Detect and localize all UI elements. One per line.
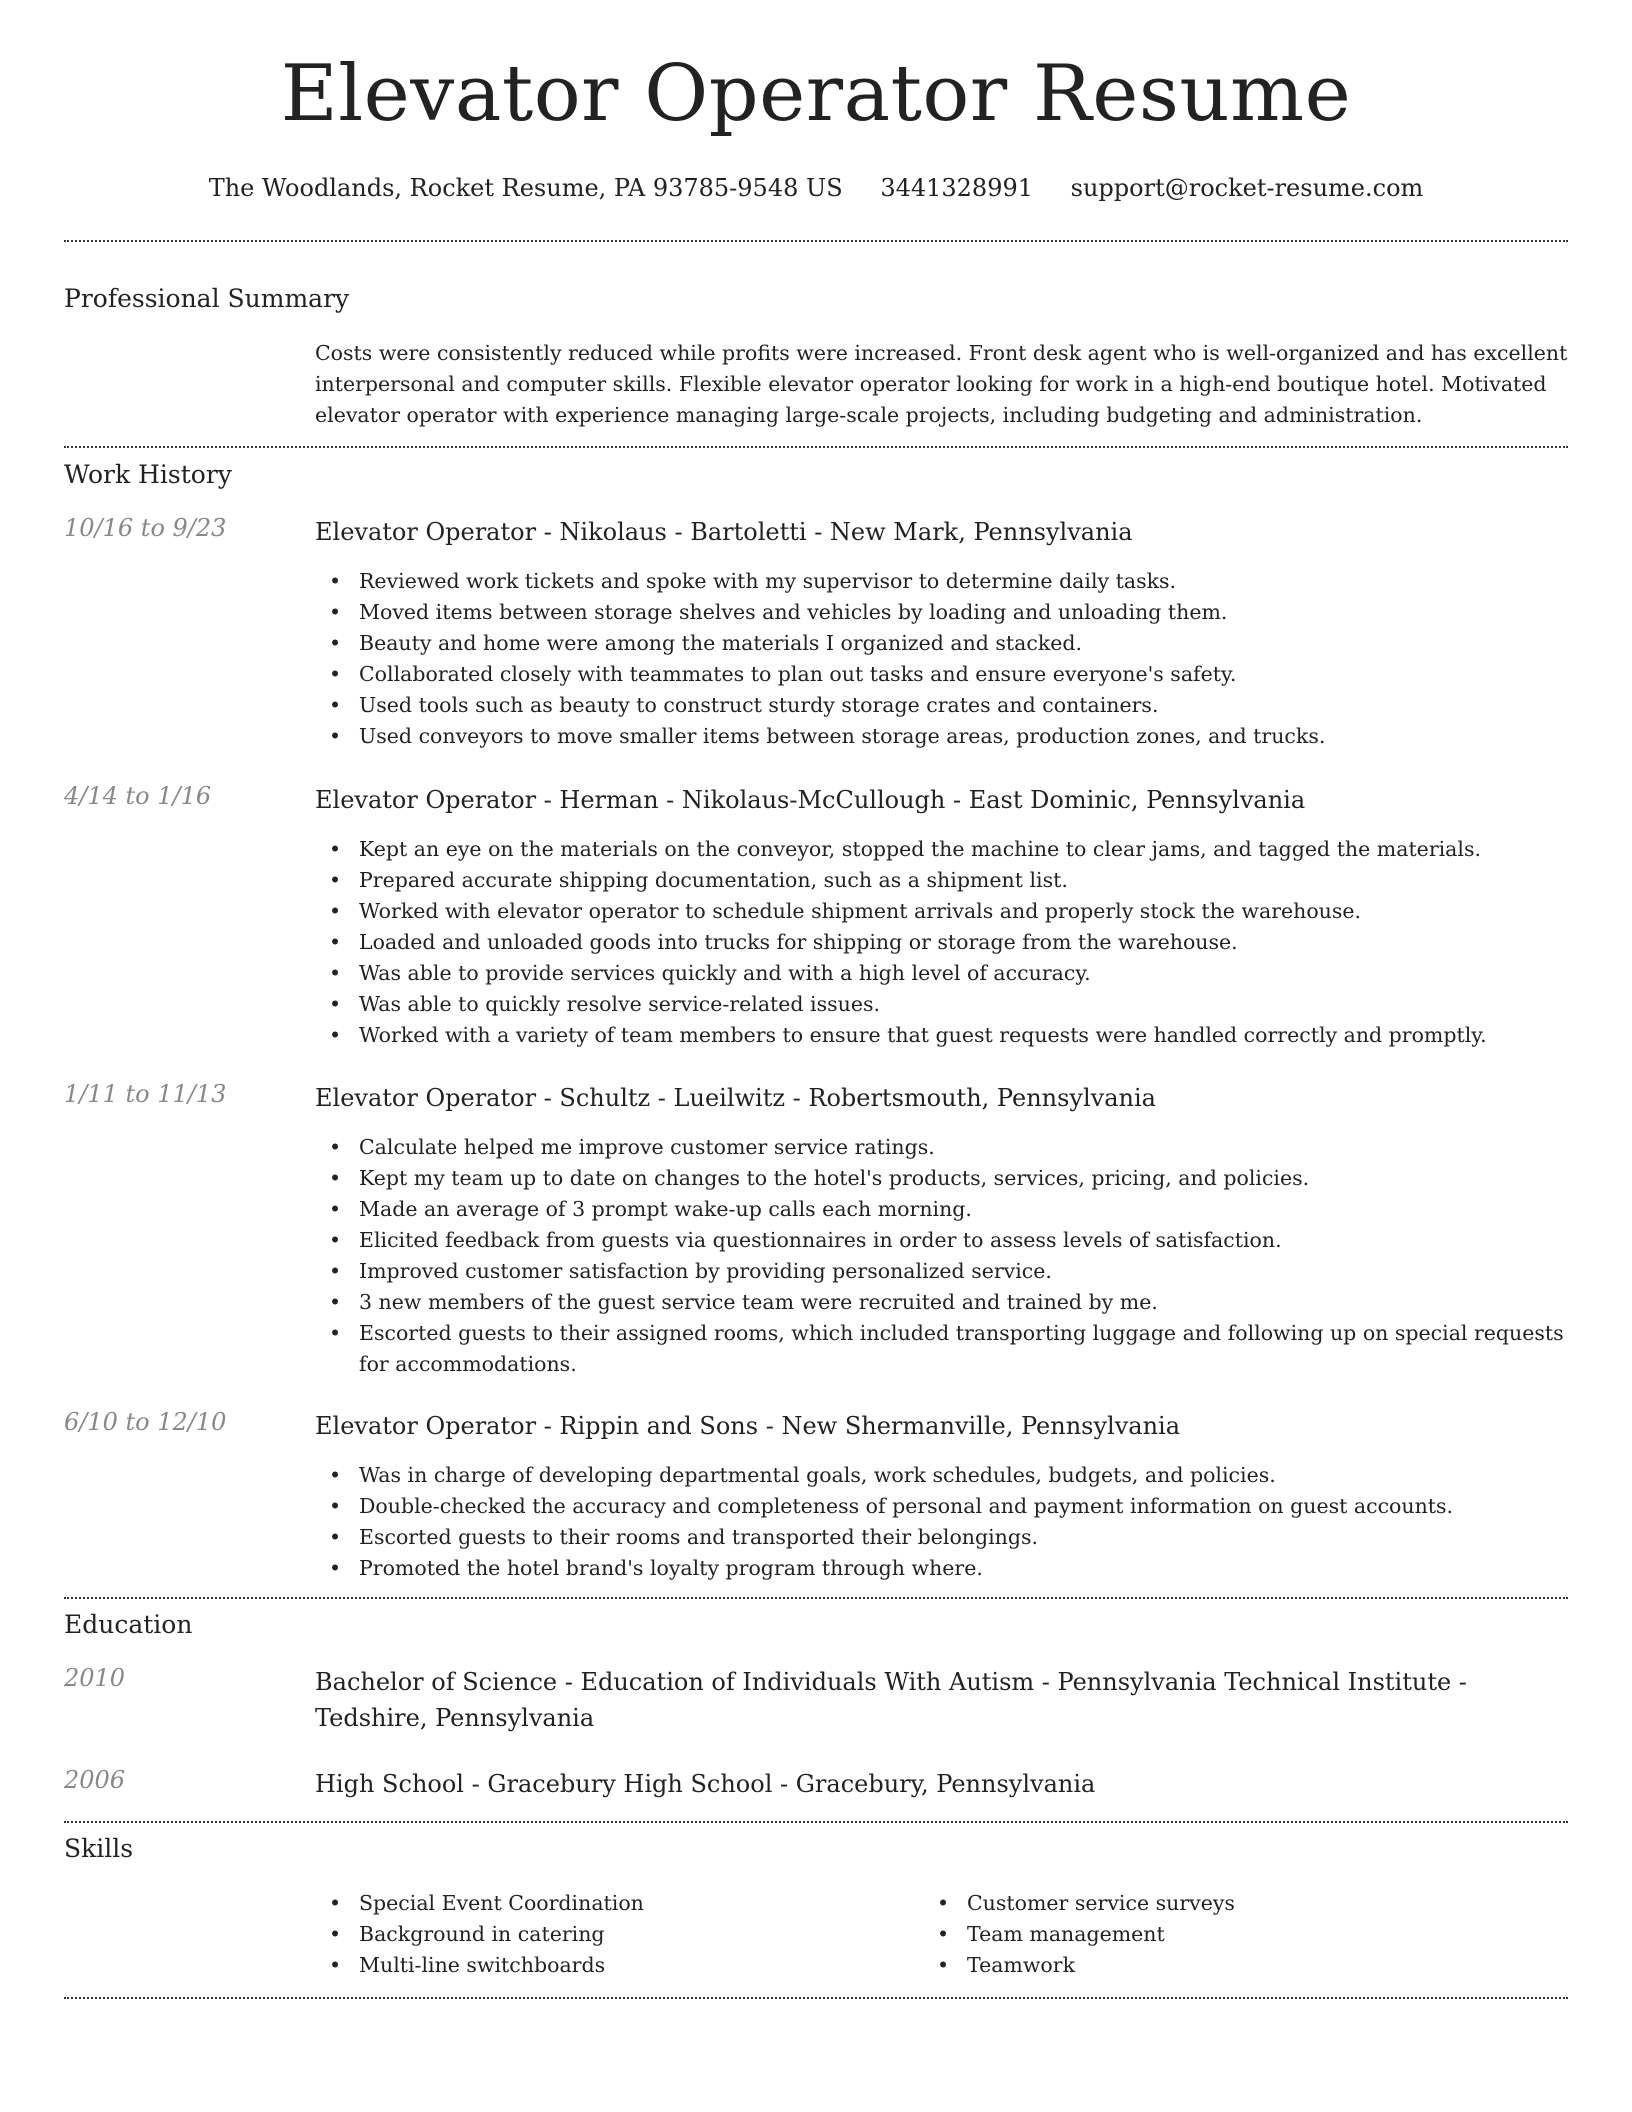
job-bullet: • Double-checked the accuracy and completeness of personal and payment information on guest accounts. bbox=[315, 1491, 1568, 1522]
section-divider bbox=[64, 446, 1568, 448]
section-divider bbox=[64, 1821, 1568, 1823]
job-bullet: • Elicited feedback from guests via questionnaires in order to assess levels of satisfaction. bbox=[315, 1225, 1568, 1256]
job-date: 10/16 to 9/23 bbox=[64, 514, 227, 542]
skills-heading: Skills bbox=[64, 1834, 134, 1863]
skill-item: • Background in catering bbox=[315, 1919, 915, 1950]
job-date: 1/11 to 11/13 bbox=[64, 1080, 227, 1108]
job-bullet: • Beauty and home were among the materials I organized and stacked. bbox=[315, 628, 1568, 659]
job-bullet: • Moved items between storage shelves and vehicles by loading and unloading them. bbox=[315, 597, 1568, 628]
skill-item: • Teamwork bbox=[923, 1950, 1523, 1981]
job-bullet: • Prepared accurate shipping documentation, such as a shipment list. bbox=[315, 865, 1568, 896]
summary-heading: Professional Summary bbox=[64, 284, 350, 313]
job-heading: Elevator Operator - Schultz - Lueilwitz - Robertsmouth, Pennsylvania bbox=[315, 1084, 1156, 1112]
job-bullet: • Made an average of 3 prompt wake-up calls each morning. bbox=[315, 1194, 1568, 1225]
job-bullets bbox=[315, 834, 1568, 1051]
job-bullet: • Kept my team up to date on changes to the hotel's products, services, pricing, and policies. bbox=[315, 1163, 1568, 1194]
job-bullets bbox=[315, 566, 1568, 752]
job-bullet: • 3 new members of the guest service team were recruited and trained by me. bbox=[315, 1287, 1568, 1318]
job-bullet: • Promoted the hotel brand's loyalty program through where. bbox=[315, 1553, 1568, 1584]
job-bullet: • Escorted guests to their assigned rooms, which included transporting luggage and following up on special requests for accommodations. bbox=[315, 1318, 1568, 1380]
contact-phone: 3441328991 bbox=[880, 174, 1034, 202]
job-heading: Elevator Operator - Rippin and Sons - New Shermanville, Pennsylvania bbox=[315, 1412, 1181, 1440]
job-bullet: • Reviewed work tickets and spoke with my supervisor to determine daily tasks. bbox=[315, 566, 1568, 597]
job-bullet: • Was able to provide services quickly and with a high level of accuracy. bbox=[315, 958, 1568, 989]
resume-title: Elevator Operator Resume bbox=[280, 49, 1352, 139]
education-text: Bachelor of Science - Education of Individuals With Autism - Pennsylvania Technical Institute - Tedshire, Pennsylvania bbox=[315, 1668, 1467, 1732]
job-bullet: • Worked with a variety of team members to ensure that guest requests were handled correctly and promptly. bbox=[315, 1020, 1568, 1051]
section-divider bbox=[64, 240, 1568, 242]
job-bullet: • Improved customer satisfaction by providing personalized service. bbox=[315, 1256, 1568, 1287]
job-bullet: • Used conveyors to move smaller items between storage areas, production zones, and trucks. bbox=[315, 721, 1568, 752]
skill-item: • Team management bbox=[923, 1919, 1523, 1950]
job-heading: Elevator Operator - Nikolaus - Bartoletti - New Mark, Pennsylvania bbox=[315, 518, 1133, 546]
job-date: 6/10 to 12/10 bbox=[64, 1408, 227, 1436]
job-bullet: • Used tools such as beauty to construct sturdy storage crates and containers. bbox=[315, 690, 1568, 721]
job-bullet: • Was able to quickly resolve service-related issues. bbox=[315, 989, 1568, 1020]
job-bullets bbox=[315, 1132, 1568, 1380]
skill-item: • Customer service surveys bbox=[923, 1888, 1523, 1919]
job-date: 4/14 to 1/16 bbox=[64, 782, 212, 810]
section-divider bbox=[64, 1997, 1568, 1999]
summary-text: Costs were consistently reduced while profits were increased. Front desk agent who is well-organized and has excellent interpersonal and computer skills. Flexible elevator operator looking for work in a high-end boutique hotel. Motivated elevator operator with experience managing large-scale projects, including budgeting and administration. bbox=[315, 341, 1568, 427]
contact-email[interactable]: support@rocket-resume.com bbox=[1070, 174, 1424, 202]
education-text: High School - Gracebury High School - Gracebury, Pennsylvania bbox=[315, 1770, 1096, 1798]
job-bullet: • Calculate helped me improve customer service ratings. bbox=[315, 1132, 1568, 1163]
job-bullet: • Was in charge of developing departmental goals, work schedules, budgets, and policies. bbox=[315, 1460, 1568, 1491]
contact-address: The Woodlands, Rocket Resume, PA 93785-9548 US bbox=[208, 174, 843, 202]
job-heading: Elevator Operator - Herman - Nikolaus-McCullough - East Dominic, Pennsylvania bbox=[315, 786, 1306, 814]
skill-item: • Special Event Coordination bbox=[315, 1888, 915, 1919]
job-bullet: • Escorted guests to their rooms and transported their belongings. bbox=[315, 1522, 1568, 1553]
job-bullet: • Worked with elevator operator to schedule shipment arrivals and properly stock the warehouse. bbox=[315, 896, 1568, 927]
section-divider bbox=[64, 1597, 1568, 1599]
job-bullet: • Kept an eye on the materials on the conveyor, stopped the machine to clear jams, and tagged the materials. bbox=[315, 834, 1568, 865]
work-history-heading: Work History bbox=[64, 460, 232, 489]
skills-column-right bbox=[923, 1888, 1523, 1981]
job-bullet: • Collaborated closely with teammates to plan out tasks and ensure everyone's safety. bbox=[315, 659, 1568, 690]
job-bullet: • Loaded and unloaded goods into trucks for shipping or storage from the warehouse. bbox=[315, 927, 1568, 958]
education-date: 2006 bbox=[64, 1766, 126, 1794]
job-bullets bbox=[315, 1460, 1568, 1584]
education-heading: Education bbox=[64, 1610, 193, 1639]
skill-item: • Multi-line switchboards bbox=[315, 1950, 915, 1981]
contact-line bbox=[64, 174, 1568, 202]
skills-column-left bbox=[315, 1888, 915, 1981]
education-date: 2010 bbox=[64, 1664, 126, 1692]
